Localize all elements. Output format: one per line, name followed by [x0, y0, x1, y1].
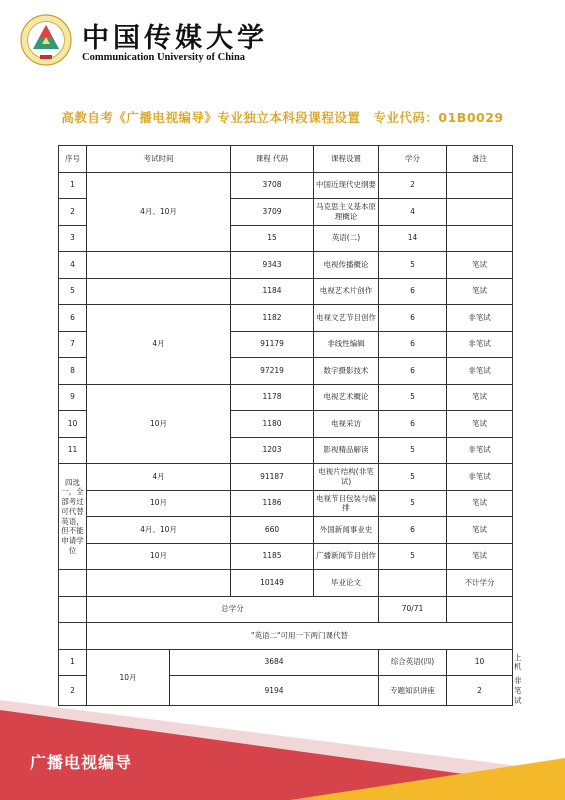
- row-course: 专题知识讲座: [379, 676, 447, 706]
- course-table: [58, 145, 522, 706]
- row-code: 1185: [231, 543, 314, 570]
- row-course: 马克思主义基本原理概论: [314, 199, 379, 226]
- row-time: [87, 278, 231, 305]
- row-code: 1186: [231, 490, 314, 517]
- substitute-time-cell: 10月: [87, 649, 170, 706]
- row-note: 非笔试: [447, 305, 513, 332]
- total-blank-note: [447, 596, 513, 623]
- row-code: 10149: [231, 570, 314, 597]
- row-code: 1178: [231, 384, 314, 411]
- row-seq: 7: [59, 331, 87, 358]
- row-time: 10月: [87, 543, 231, 570]
- header-credit: 学分: [379, 146, 447, 173]
- row-note: [447, 199, 513, 226]
- row-credit: [379, 570, 447, 597]
- substitute-note-row: [59, 623, 513, 650]
- row-note: 不计学分: [447, 570, 513, 597]
- row-time: 10月: [87, 490, 231, 517]
- row-credit: 5: [379, 490, 447, 517]
- row-seq: 8: [59, 358, 87, 385]
- row-code: 91187: [231, 464, 314, 491]
- row-course: 数字摄影技术: [314, 358, 379, 385]
- row-course: 影视精品解读: [314, 437, 379, 464]
- row-course: 外国新闻事业史: [314, 517, 379, 544]
- row-code: 15: [231, 225, 314, 252]
- total-blank: [59, 596, 87, 623]
- row-note: 笔试: [447, 252, 513, 279]
- row-note: 笔试: [447, 543, 513, 570]
- row-credit: 2: [379, 172, 447, 199]
- row-course: 电视采访: [314, 411, 379, 438]
- row-code: 3709: [231, 199, 314, 226]
- row-course: 毕业论文: [314, 570, 379, 597]
- row-credit: 6: [379, 517, 447, 544]
- row-course: 电视片结构(非笔试): [314, 464, 379, 491]
- university-logo-icon: [20, 14, 72, 66]
- university-name-en: Communication University of China: [82, 52, 246, 63]
- group-time-cell: 4月、10月: [87, 172, 231, 252]
- row-seq: 3: [59, 225, 87, 252]
- row-note: 非笔试: [447, 437, 513, 464]
- row-note: 非笔试: [447, 464, 513, 491]
- row-credit: 5: [379, 437, 447, 464]
- total-row: [59, 596, 513, 623]
- total-label: 总学分: [87, 596, 379, 623]
- row-note: 笔试: [447, 278, 513, 305]
- table-row: [59, 305, 513, 332]
- row-code: 1180: [231, 411, 314, 438]
- row-seq: 1: [59, 172, 87, 199]
- row-note: 非笔试: [447, 331, 513, 358]
- row-note: 笔试: [447, 490, 513, 517]
- row-code: 1184: [231, 278, 314, 305]
- row-credit: 2: [447, 676, 513, 706]
- row-credit: 6: [379, 305, 447, 332]
- group-time-cell: 4月: [87, 305, 231, 385]
- row-credit: 5: [379, 252, 447, 279]
- row-course: 电视传播概论: [314, 252, 379, 279]
- row-time: [87, 252, 231, 279]
- row-credit: 5: [379, 543, 447, 570]
- header-course-code: 课程 代码: [231, 146, 314, 173]
- row-credit: 5: [379, 464, 447, 491]
- substitute-note: "英语二"可用一下两门课代替: [87, 623, 513, 650]
- row-course: 非线性编辑: [314, 331, 379, 358]
- group-time-cell: 10月: [87, 384, 231, 464]
- table-row: [59, 570, 513, 597]
- row-seq: 4: [59, 252, 87, 279]
- row-note: [447, 225, 513, 252]
- row-credit: 6: [379, 411, 447, 438]
- table-row: 2 9194 专题知识讲座 2 非笔试: [59, 676, 513, 706]
- row-seq: 2: [59, 676, 87, 706]
- table-row: [59, 543, 513, 570]
- row-seq: [59, 570, 87, 597]
- row-course: 综合英语(四): [379, 649, 447, 676]
- row-code: 3684: [170, 649, 379, 676]
- row-course: 广播新闻节目创作: [314, 543, 379, 570]
- row-course: 电视文艺节目创作: [314, 305, 379, 332]
- university-name-cn: 中国传媒大学: [82, 23, 268, 54]
- row-seq: 9: [59, 384, 87, 411]
- footer-label: 广播电视编导: [30, 753, 133, 772]
- row-code: 91179: [231, 331, 314, 358]
- table-row: 1 10月 3684 综合英语(四) 10 上机: [59, 649, 513, 676]
- row-code: 1203: [231, 437, 314, 464]
- row-course: 电视艺术概论: [314, 384, 379, 411]
- row-credit: 10: [447, 649, 513, 676]
- row-credit: 6: [379, 278, 447, 305]
- row-code: 9194: [170, 676, 379, 706]
- row-credit: 6: [379, 358, 447, 385]
- elective-note-cell: 四选一，全部考过可代替英语，但不能申请学位: [59, 464, 87, 570]
- table-row: [59, 384, 513, 411]
- table-row: [59, 517, 513, 544]
- table-row: [59, 490, 513, 517]
- row-time: 4月: [87, 464, 231, 491]
- row-time: [87, 570, 231, 597]
- table-row: [59, 278, 513, 305]
- row-seq: 6: [59, 305, 87, 332]
- row-code: 3708: [231, 172, 314, 199]
- row-credit: 14: [379, 225, 447, 252]
- row-seq: 2: [59, 199, 87, 226]
- header-row: [59, 146, 513, 173]
- row-course: 中国近现代史纲要: [314, 172, 379, 199]
- row-seq: 11: [59, 437, 87, 464]
- substitute-blank: [59, 623, 87, 650]
- row-seq: 5: [59, 278, 87, 305]
- row-credit: 6: [379, 331, 447, 358]
- header-note: 备注: [447, 146, 513, 173]
- row-note: 笔试: [447, 517, 513, 544]
- university-header: [20, 14, 320, 74]
- row-seq: 1: [59, 649, 87, 676]
- row-credit: 4: [379, 199, 447, 226]
- row-note: 笔试: [447, 384, 513, 411]
- row-course: 英语(二): [314, 225, 379, 252]
- row-code: 97219: [231, 358, 314, 385]
- header-seq: 序号: [59, 146, 87, 173]
- header-course: 课程设置: [314, 146, 379, 173]
- page-title: 高教自考《广播电视编导》专业独立本科段课程设置 专业代码：01B0029: [61, 110, 504, 125]
- row-note: 非笔试: [447, 358, 513, 385]
- row-course: 电视艺术片创作: [314, 278, 379, 305]
- table-row: [59, 464, 513, 491]
- row-code: 660: [231, 517, 314, 544]
- table-row: [59, 172, 513, 199]
- row-note: [447, 172, 513, 199]
- table-row: [59, 252, 513, 279]
- row-code: 1182: [231, 305, 314, 332]
- row-course: 电视节目包装与编排: [314, 490, 379, 517]
- row-seq: 10: [59, 411, 87, 438]
- row-credit: 5: [379, 384, 447, 411]
- row-note: 笔试: [447, 411, 513, 438]
- header-exam-time: 考试时间: [87, 146, 231, 173]
- total-value: 70/71: [379, 596, 447, 623]
- row-time: 4月、10月: [87, 517, 231, 544]
- row-code: 9343: [231, 252, 314, 279]
